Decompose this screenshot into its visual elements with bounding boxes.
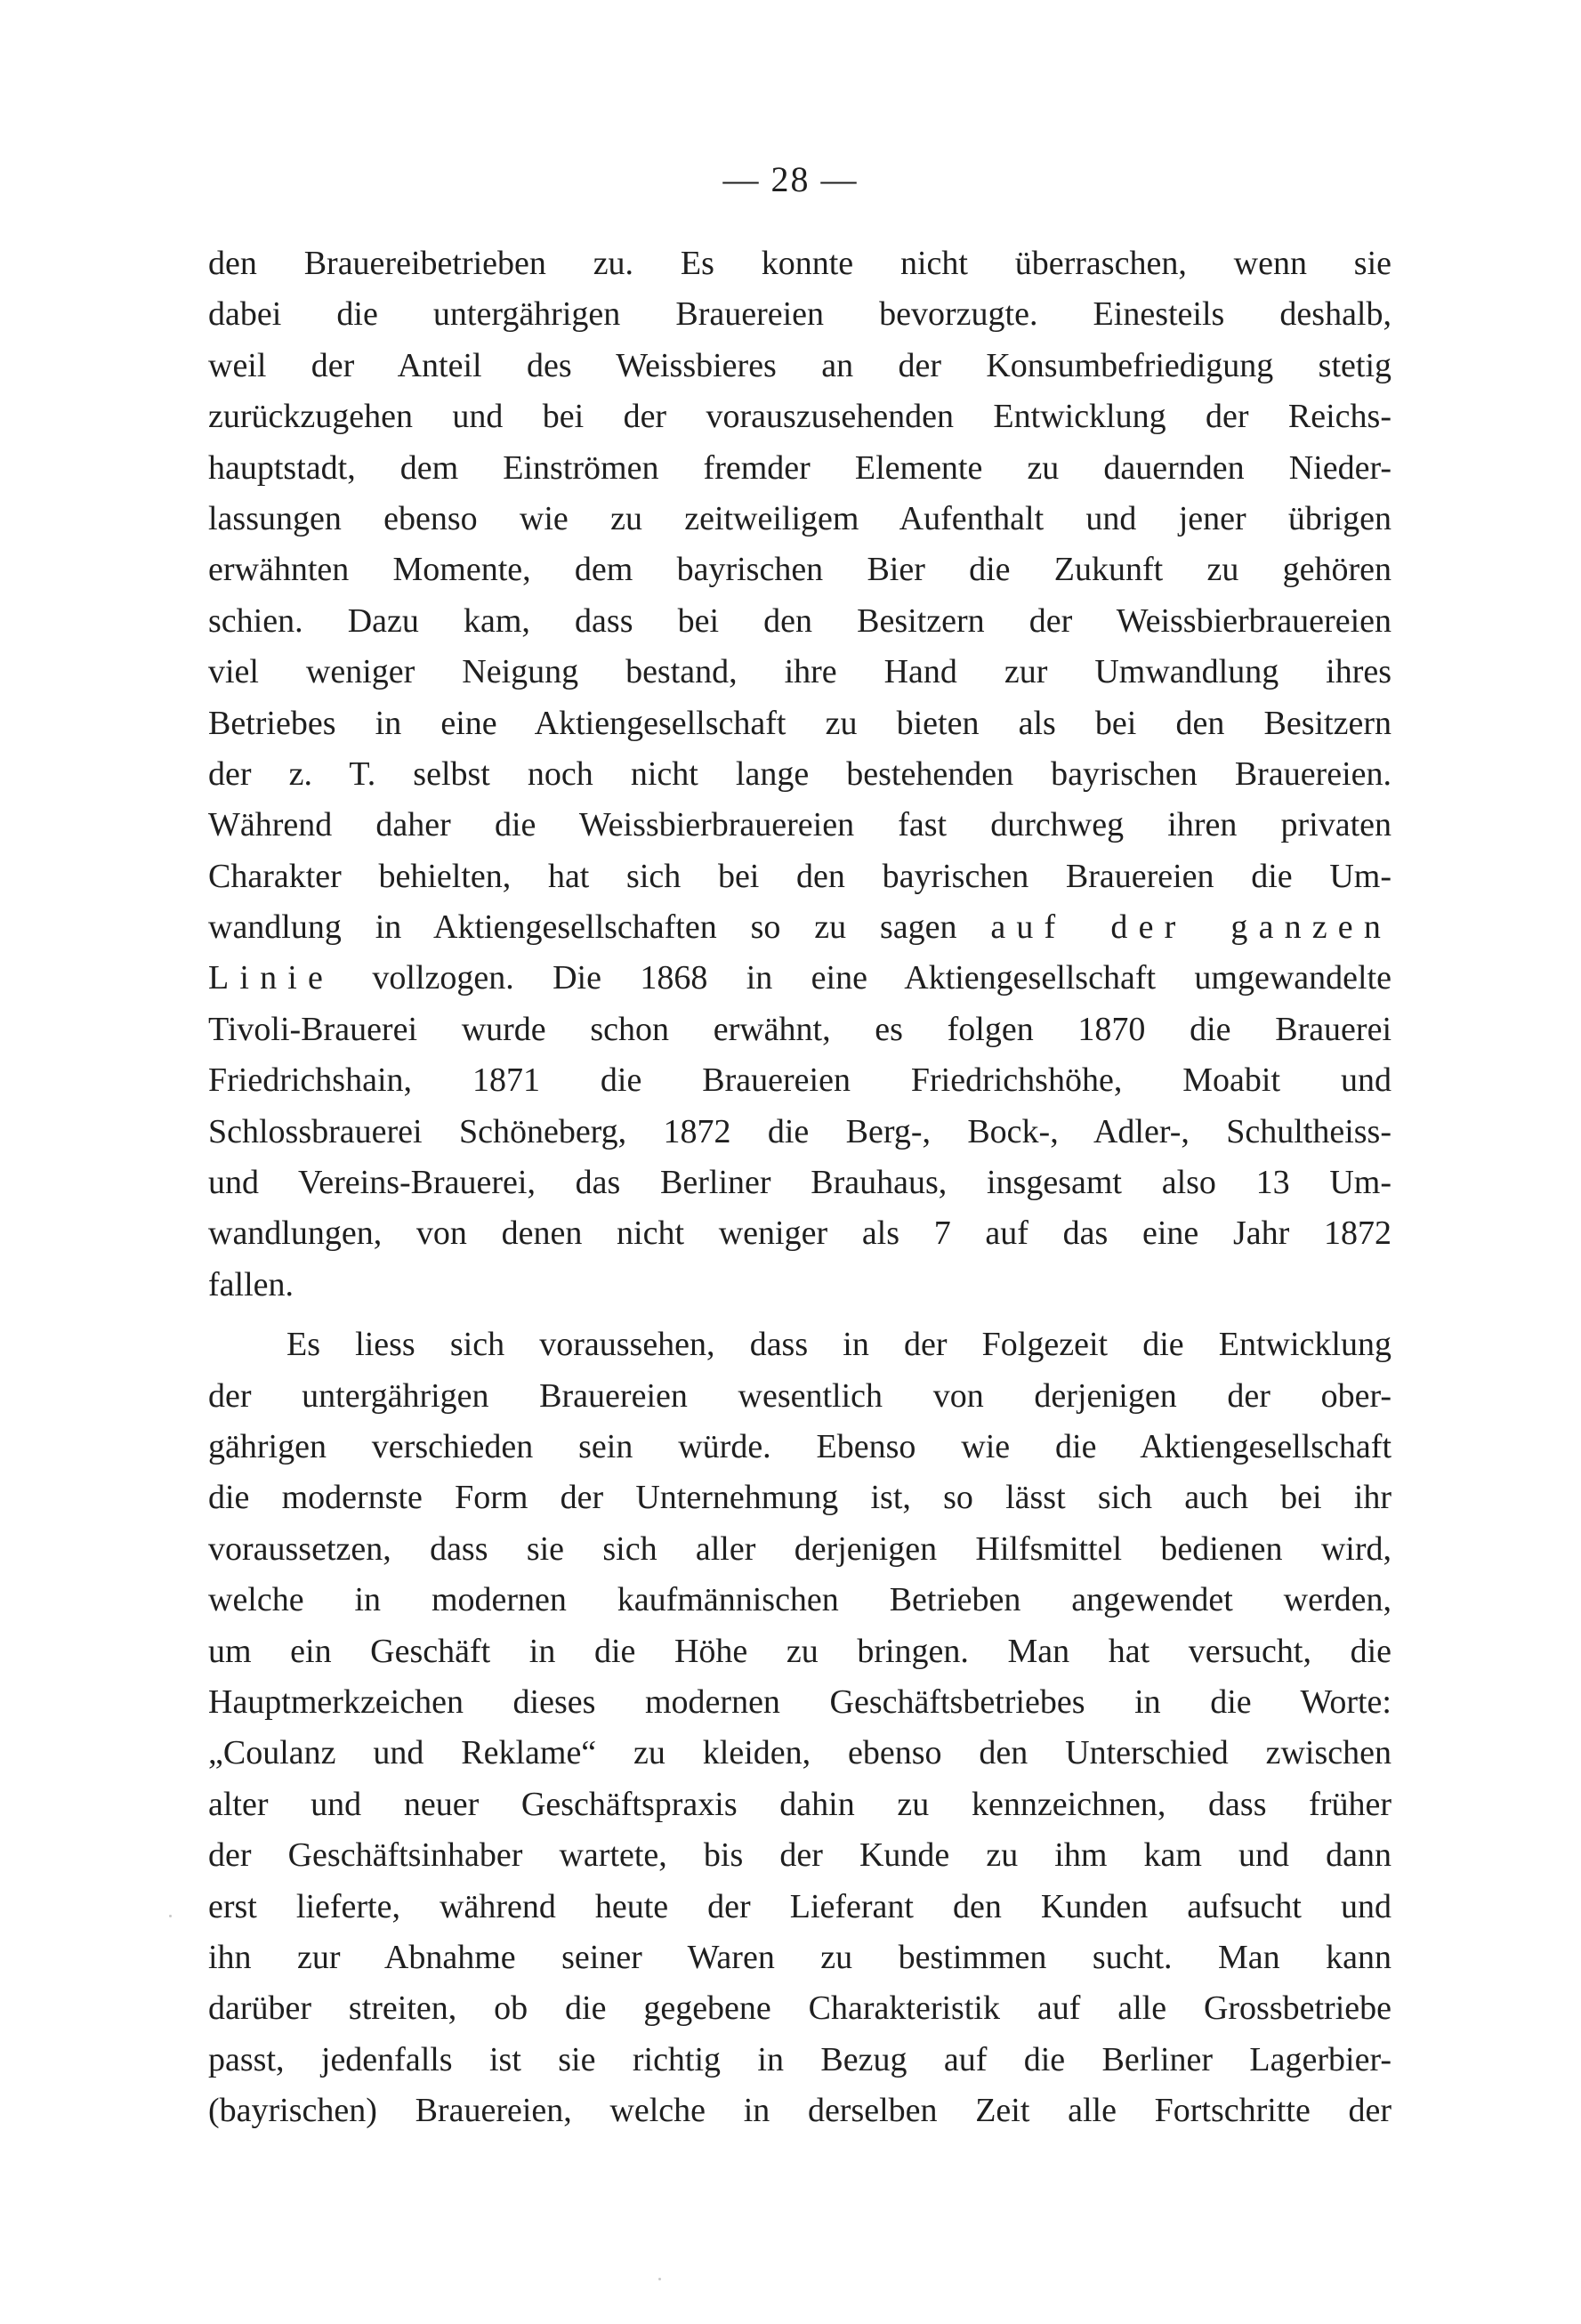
text-line: Tivoli-Brauerei wurde schon erwähnt, es folgen 1870 die Brauerei bbox=[208, 1010, 1391, 1048]
text-line: schien. Dazu kam, dass bei den Besitzern der Weissbierbrauereien bbox=[208, 601, 1391, 640]
text-line: „Coulanz und Reklame“ zu kleiden, ebenso den Unterschied zwischen bbox=[208, 1734, 1391, 1772]
text-line: viel weniger Neigung bestand, ihre Hand zur Umwandlung ihres bbox=[208, 653, 1391, 691]
text-line: der Geschäftsinhaber wartete, bis der Kunde zu ihm kam und dann bbox=[208, 1836, 1391, 1875]
text-line: erwähnten Momente, dem bayrischen Bier die Zukunft zu gehören bbox=[208, 551, 1391, 589]
paragraph-gap bbox=[208, 1311, 1391, 1319]
text-line: (bayrischen) Brauereien, welche in derselben Zeit alle Fortschritte der bbox=[208, 2092, 1391, 2130]
text-line: hauptstadt, dem Einströmen fremder Elemente zu dauernden Nieder- bbox=[208, 448, 1391, 487]
page-number: — 28 — bbox=[722, 159, 859, 199]
paragraph-1 bbox=[208, 238, 1391, 1311]
text-line: Es liess sich voraussehen, dass in der Folgezeit die Entwicklung bbox=[286, 1326, 1391, 1364]
text-line: wandlungen, von denen nicht weniger als 7 auf das eine Jahr 1872 bbox=[208, 1214, 1391, 1253]
scan-speck bbox=[169, 1915, 172, 1917]
text-line: voraussetzen, dass sie sich aller derjenigen Hilfsmittel bedienen wird, bbox=[208, 1529, 1391, 1568]
text-line bbox=[208, 902, 1391, 953]
text-line: Friedrichshain, 1871 die Brauereien Friedrichshöhe, Moabit und bbox=[208, 1061, 1391, 1100]
text-line: fallen. bbox=[208, 1265, 294, 1303]
body-text bbox=[208, 238, 1391, 2136]
text-line: Charakter behielten, hat sich bei den bayrischen Brauereien die Um- bbox=[208, 857, 1391, 895]
text-line: Betriebes in eine Aktiengesellschaft zu bieten als bei den Besitzern bbox=[208, 704, 1391, 742]
emphasis-spaced: Linie bbox=[208, 959, 334, 997]
text-line: lassungen ebenso wie zu zeitweiligem Aufenthalt und jener übrigen bbox=[208, 499, 1391, 537]
text-line: ihn zur Abnahme seiner Waren zu bestimmen sucht. Man kann bbox=[208, 1938, 1391, 1976]
text-line: welche in modernen kaufmännischen Betrieben angewendet werden, bbox=[208, 1581, 1391, 1619]
text-line: der untergährigen Brauereien wesentlich von derjenigen der ober- bbox=[208, 1376, 1391, 1415]
text-line: Hauptmerkzeichen dieses modernen Geschäftsbetriebes in die Worte: bbox=[208, 1682, 1391, 1721]
paragraph-2 bbox=[208, 1319, 1391, 2136]
text-line: passt, jedenfalls ist sie richtig in Bezug auf die Berliner Lagerbier- bbox=[208, 2040, 1391, 2078]
text-segment: wandlung in Aktiengesellschaften so zu sagen bbox=[208, 908, 957, 947]
scan-speck bbox=[658, 2278, 661, 2280]
text-line: zurückzugehen und bei der vorauszusehenden Entwicklung der Reichs- bbox=[208, 398, 1391, 436]
text-line: die modernste Form der Unternehmung ist, so lässt sich auch bei ihr bbox=[208, 1479, 1391, 1517]
text-line bbox=[208, 953, 1391, 1004]
emphasis-spaced: auf der ganzen bbox=[990, 908, 1391, 947]
text-line: den Brauereibetrieben zu. Es konnte nicht überraschen, wenn sie bbox=[208, 245, 1391, 282]
text-line: der z. T. selbst noch nicht lange bestehenden bayrischen Brauereien. bbox=[208, 754, 1391, 793]
text-line: alter und neuer Geschäftspraxis dahin zu kennzeichnen, dass früher bbox=[208, 1785, 1391, 1823]
text-line: um ein Geschäft in die Höhe zu bringen. Man hat versucht, die bbox=[208, 1632, 1391, 1670]
text-line: darüber streiten, ob die gegebene Charakteristik auf alle Grossbetriebe bbox=[208, 1989, 1391, 2028]
text-line: und Vereins-Brauerei, das Berliner Brauhaus, insgesamt also 13 Um- bbox=[208, 1164, 1391, 1202]
text-line: gährigen verschieden sein würde. Ebenso wie die Aktiengesellschaft bbox=[208, 1427, 1391, 1465]
text-line: Schlossbrauerei Schöneberg, 1872 die Berg-, Bock-, Adler-, Schultheiss- bbox=[208, 1112, 1391, 1150]
text-line: weil der Anteil des Weissbieres an der Konsumbefriedigung stetig bbox=[208, 346, 1391, 384]
text-line: dabei die untergährigen Brauereien bevorzugte. Einesteils deshalb, bbox=[208, 295, 1391, 334]
text-segment: vollzogen. Die 1868 in eine Aktiengesellschaft umgewandelte bbox=[372, 959, 1391, 997]
text-line: erst lieferte, während heute der Lieferant den Kunden aufsucht und bbox=[208, 1887, 1391, 1925]
text-line: Während daher die Weissbierbrauereien fast durchweg ihren privaten bbox=[208, 806, 1391, 844]
